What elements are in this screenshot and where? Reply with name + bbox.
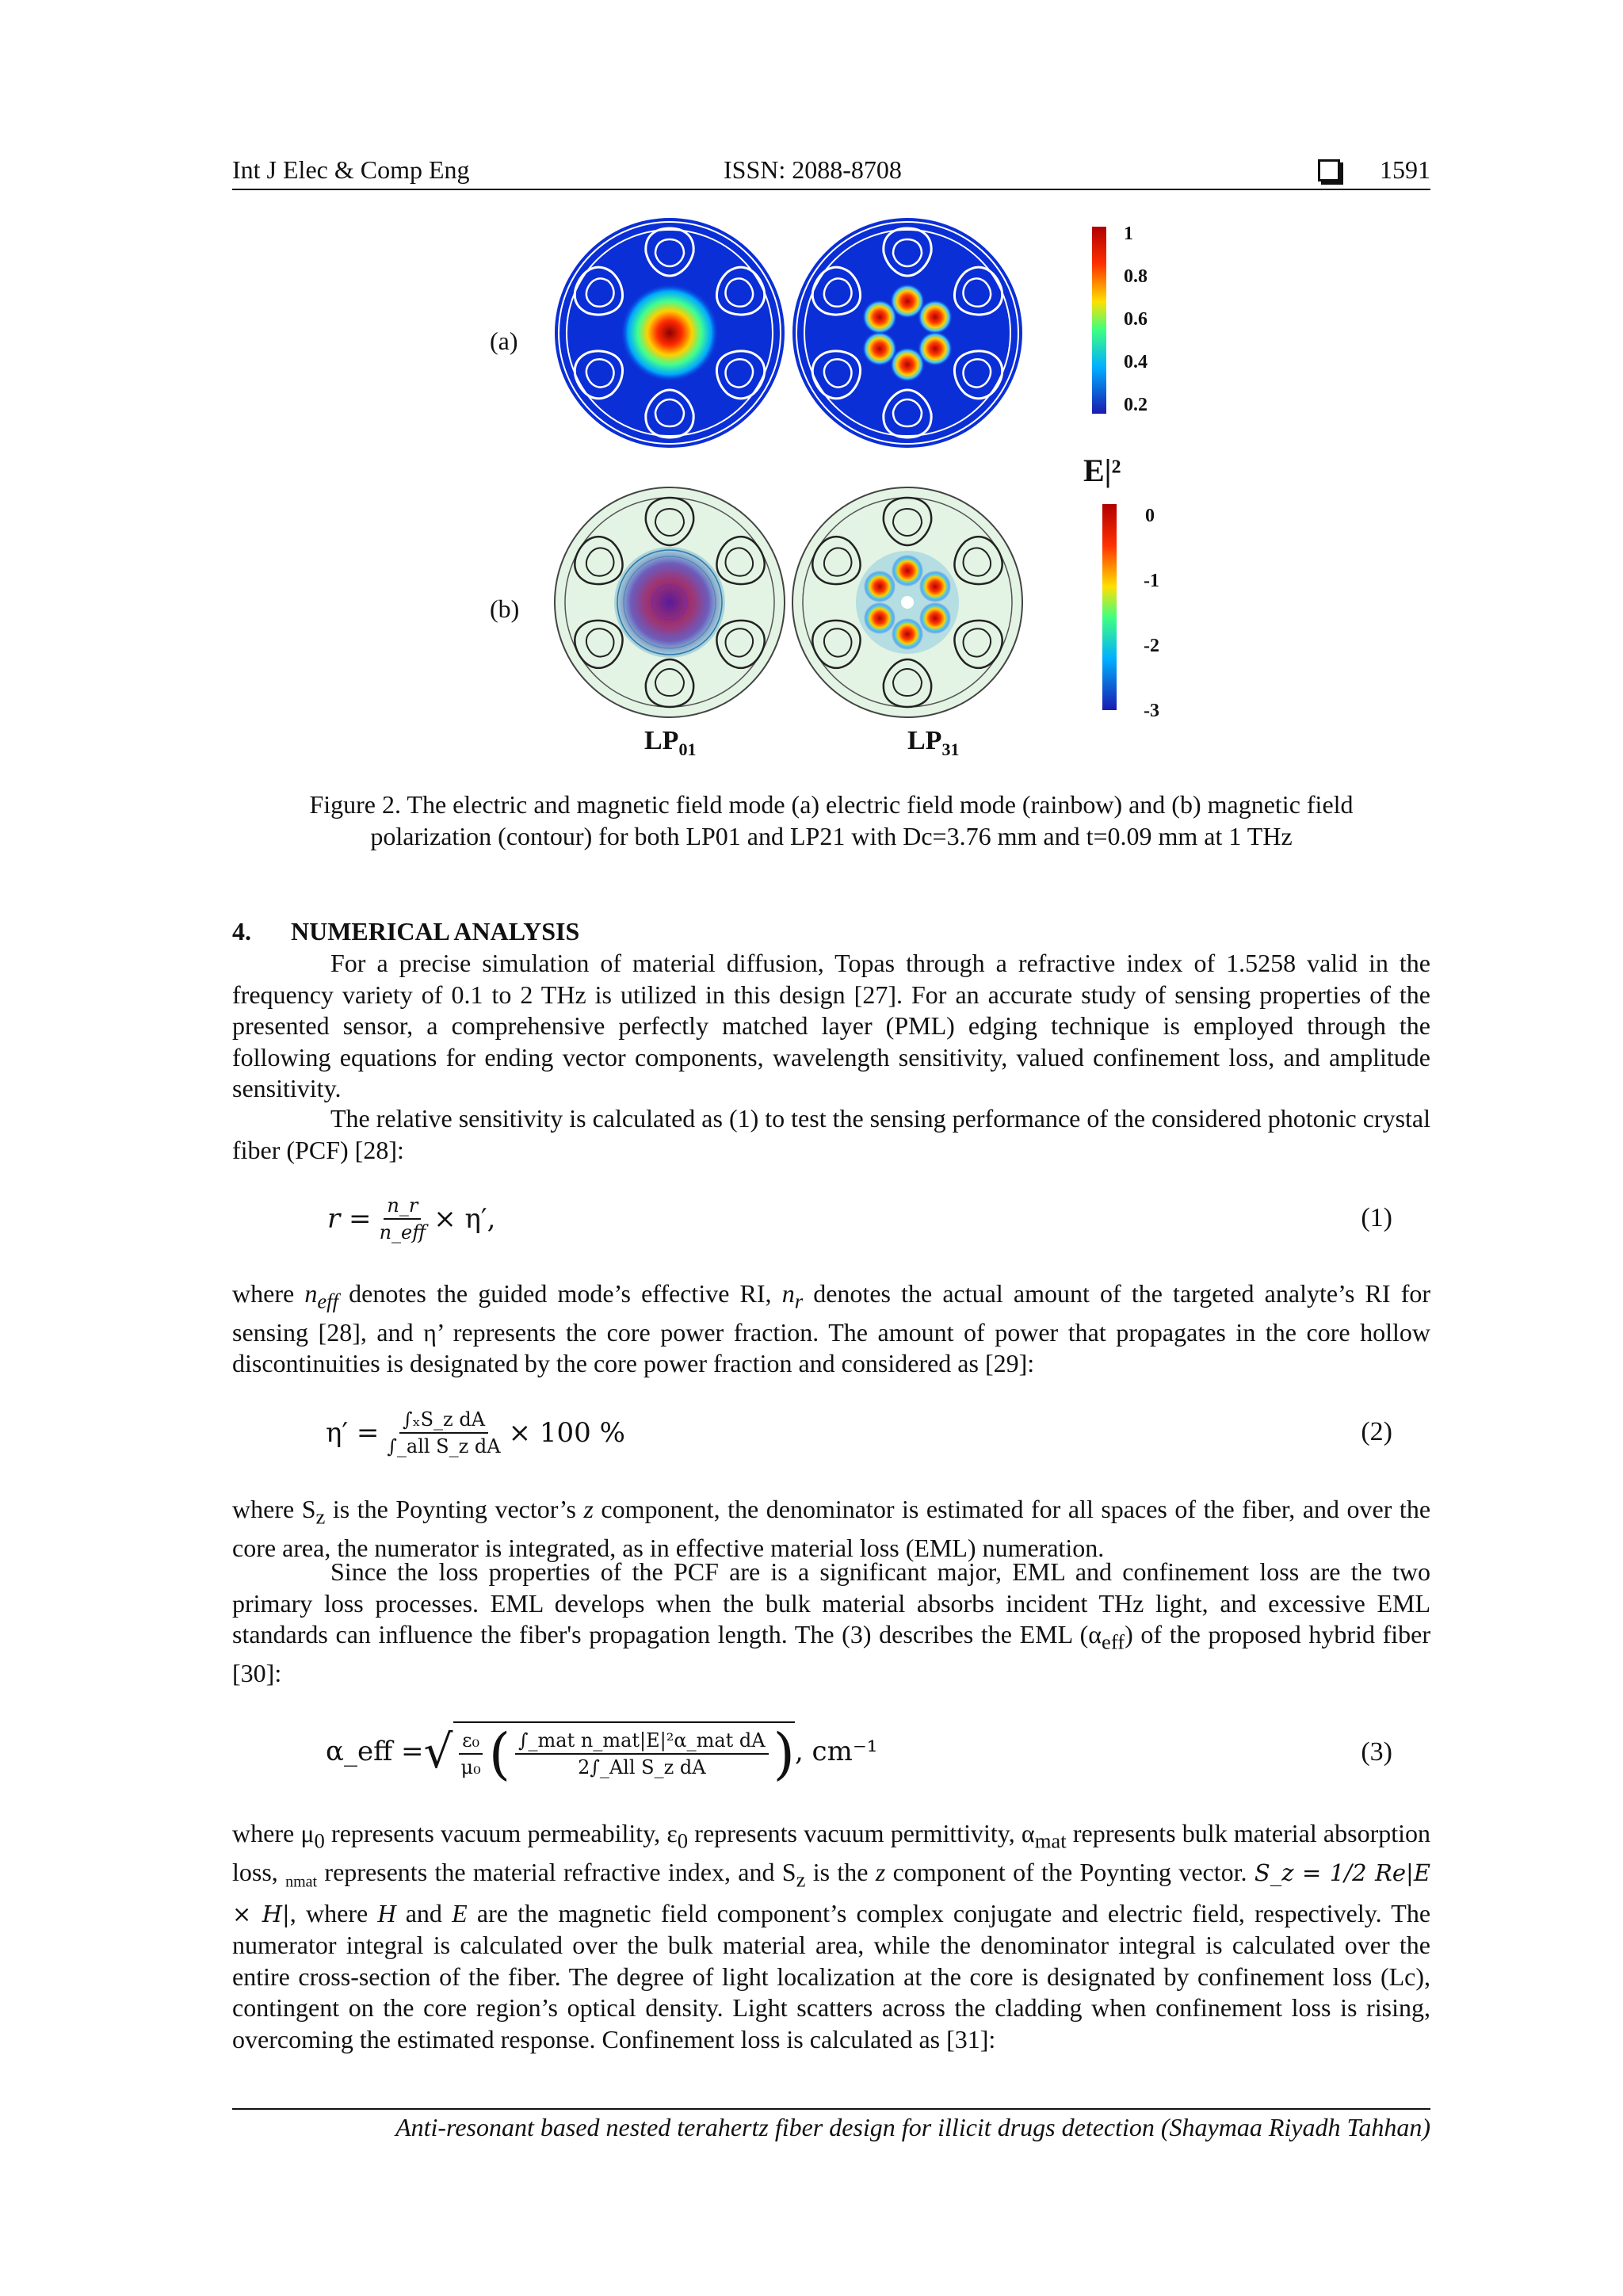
paragraph-1: For a precise simulation of material diffusion, Topas through a refractive index of 1.5258 valid in the frequency variety of 0.1 to 2 THz is utilized in this design [27]. For an accurate study of sensing properties of the presented sensor, a comprehensive perfectly matched layer (PML) edging technique is employed through the following equations for ending vector components, wavelength sensitivity, valued confinement loss, and amplitude sensitivity. [232, 949, 1430, 1102]
figure-caption: Figure 2. The electric and magnetic field mode (a) electric field mode (rainbow) and (b) magnetic field polarization (contour) for both LP01 and LP21 with Dc=3.76 mm and t=0.09 mm at 1 THz [309, 790, 1354, 850]
cb-a-tick-4: 0.4 [1124, 352, 1148, 372]
colorbar-a [1092, 227, 1106, 414]
journal-name: Int J Elec & Comp Eng [232, 155, 470, 184]
issn: ISSN: 2088-8708 [724, 155, 902, 184]
paragraph-4: where $S_z$ is the Poynting vector’s z component, the denominator is estimated for all spaces of the fiber, and over the core area, the numerator is integrated, as in effective material loss (EML) numeration. [232, 1495, 1431, 1562]
colorbar-b [1102, 504, 1117, 710]
cb-a-tick-5: 0.2 [1124, 395, 1148, 415]
electric-field-lp01 [555, 218, 785, 448]
section-heading: 4. NUMERICAL ANALYSIS [232, 917, 580, 946]
cb-b-tick-1: 0 [1145, 506, 1155, 526]
paragraph-3: where $n_{eff}$ denotes the guided mode’s effective RI, $n_r$ denotes the actual amount of the targeted analyte’s RI for sensing [28], and η’ represents the core power fraction. The amount of power that propagates in the core hollow discontinuities is designated by the core power fraction and considered as [29]: [232, 1279, 1431, 1378]
cb-b-tick-2: -1 [1144, 571, 1159, 591]
paragraph-5: Since the loss properties of the PCF are is a significant major, EML and confinement loss are the two primary loss processes. EML develops when the bulk material absorbs incident THz light, and excessive EML standards can influence the fiber's propagation length. The (3) describes the EML $(\alpha_{eff})$ of the proposed hybrid fiber [30]: [232, 1557, 1431, 1687]
equation-2: η′ = $\frac{\text{∫ₓS\_z dA}}{\text{∫\_all S\_z dA}}$ × 100 % (2) [326, 1408, 1392, 1457]
magnetic-field-lp31 [792, 487, 1022, 717]
cb-a-tick-1: 1 [1124, 223, 1133, 244]
electric-field-lp31 [792, 218, 1022, 448]
colorbar-title: E|² [1083, 453, 1121, 488]
footer-rule [232, 2108, 1430, 2110]
equation-1: r = $\frac{n\_r}{\text{n\_eff}}$ × η′, (1) [327, 1194, 1392, 1244]
running-footer: Anti-resonant based nested terahertz fiber design for illicit drugs detection (Shaymaa Riyadh Tahhan) [395, 2113, 1430, 2141]
cb-a-tick-3: 0.6 [1124, 309, 1148, 330]
mode-label-lp31: $LP_{31}$ [907, 726, 960, 759]
paragraph-6: where $\mu_0$ represents vacuum permeability, $\varepsilon_0$ represents vacuum permittivity, $\alpha_{mat}$ represents bulk material absorption loss, $_{nmat}$ represents the material refractive index, and $S_z$ is the z component of the Poynting vector. S_z = 1/2 Re|E × H|, where H and E are the magnetic field component’s complex conjugate and electric field, respectively. The numerator integral is calculated over the bulk material area, while the denominator integral is calculated over the entire cross-section of the fiber. The degree of light localization at the core is designated by confinement loss (Lc), contingent on the core region’s optical density. Light scatters across the cladding when confinement loss is rising, overcoming the estimated response. Confinement loss is calculated as [31]: [232, 1819, 1431, 2053]
figure-2 [232, 214, 1430, 769]
cb-b-tick-3: -2 [1144, 636, 1159, 656]
cb-a-tick-2: 0.8 [1124, 266, 1148, 287]
checkbox-square-icon [1318, 159, 1340, 181]
paragraph-2: The relative sensitivity is calculated as (1) to test the sensing performance of the considered photonic crystal fiber (PCF) [28]: [232, 1104, 1430, 1164]
magnetic-field-lp01 [555, 487, 785, 717]
mode-label-lp01: $LP_{01}$ [644, 726, 697, 759]
panel-b-label: (b) [490, 594, 520, 623]
equation-3: α_eff = √ $\frac{\text{ε₀}}{\text{μ₀}}$ ( $\frac{\text{∫\_mat n\_mat|E|²α\_mat dA}}{\text{2∫\_All S\_z dA}}$ ) , cm⁻¹ (3) [326, 1721, 1392, 1786]
header-rule [232, 189, 1430, 190]
cb-b-tick-4: -3 [1144, 701, 1159, 721]
running-header [232, 155, 1430, 189]
panel-a-label: (a) [490, 327, 518, 355]
field-mode-figure [232, 214, 1430, 769]
page-number: 1591 [1380, 155, 1430, 184]
